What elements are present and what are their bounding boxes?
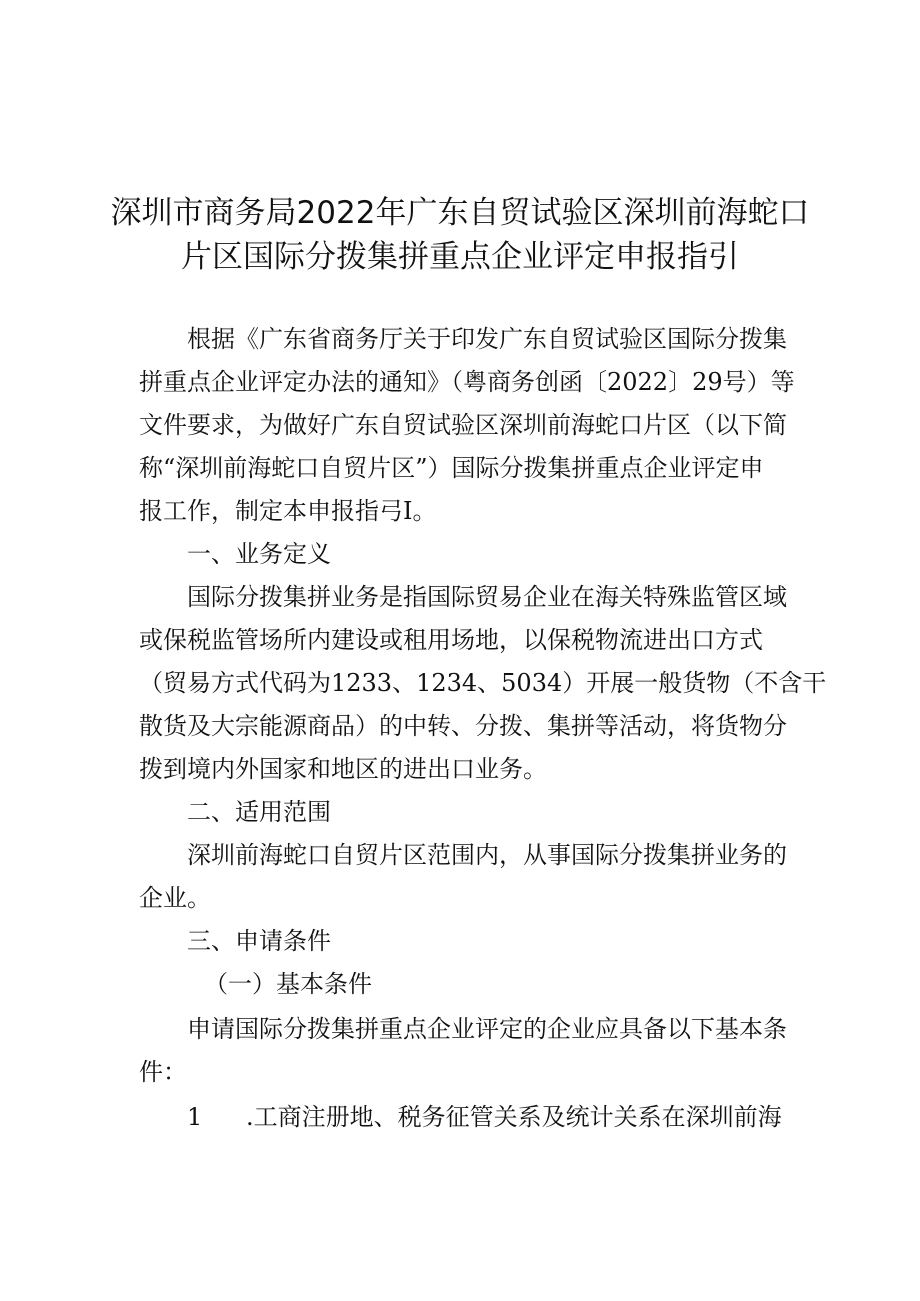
section1-paragraph-line: 拨到境内外国家和地区的进出口业务。 <box>139 755 547 783</box>
section1-paragraph-line: 散货及大宗能源商品）的中转、分拨、集拼等活动，将货物分 <box>139 712 787 740</box>
section-heading-3: 三、申请条件 <box>187 927 331 955</box>
list-item-number: 1 <box>187 1103 203 1131</box>
section3-paragraph-line: 申请国际分拨集拼重点企业评定的企业应具备以下基本条 <box>187 1015 787 1043</box>
section3-paragraph-line: 件： <box>139 1058 187 1086</box>
section1-paragraph-line: （贸易方式代码为1233、1234、5034）开展一般货物（不含干 <box>139 669 827 697</box>
list-item-text: .工商注册地、税务征管关系及统计关系在深圳前海 <box>246 1103 782 1131</box>
section1-paragraph-line: 或保税监管场所内建设或租用场地，以保税物流进出口方式 <box>139 626 763 654</box>
subsection-heading-1: （一）基本条件 <box>204 970 372 998</box>
section-heading-2: 二、适用范围 <box>187 798 331 826</box>
document-title-line-1: 深圳市商务局2022年广东自贸试验区深圳前海蛇口 <box>110 195 810 231</box>
document-title-line-2: 片区国际分拨集拼重点企业评定申报指引 <box>181 239 739 275</box>
section2-paragraph-line: 深圳前海蛇口自贸片区范围内，从事国际分拨集拼业务的 <box>187 841 787 869</box>
section1-paragraph-line: 国际分拨集拼业务是指国际贸易企业在海关特殊监管区域 <box>187 583 787 611</box>
intro-paragraph-line: 报工作，制定本申报指弓I。 <box>139 497 437 525</box>
intro-paragraph-line: 称“深圳前海蛇口自贸片区”）国际分拨集拼重点企业评定申 <box>139 454 764 482</box>
section-heading-1: 一、业务定义 <box>187 540 331 568</box>
intro-paragraph-line: 拼重点企业评定办法的通知》（粤商务创函〔2022〕29号）等 <box>139 368 795 396</box>
section2-paragraph-line: 企业。 <box>139 884 211 912</box>
intro-paragraph-line: 文件要求，为做好广东自贸试验区深圳前海蛇口片区（以下简 <box>139 411 787 439</box>
intro-paragraph-line: 根据《广东省商务厅关于印发广东自贸试验区国际分拨集 <box>187 325 787 353</box>
